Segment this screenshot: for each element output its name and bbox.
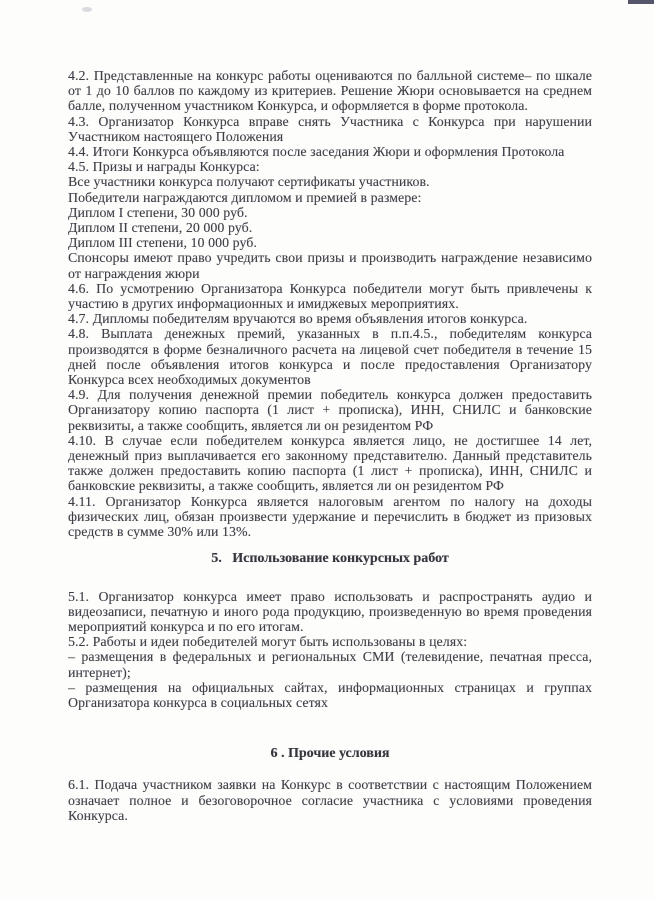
paragraph-4-11: 4.11. Организатор Конкурса является налоговым агентом по налогу на доходы физических лиц, обязан произвести удержание и перечислить в бюджет из призовых средств в сумме 30% или 13%. bbox=[68, 493, 592, 540]
paragraph-4-10: 4.10. В случае если победителем конкурса является лицо, не достигшее 14 лет, денежный приз выплачивается его законному представителю. Данный представитель также должен предоставить копию паспорта (1 лист + прописка), ИНН, СНИЛС и банковские реквизиты, а также сообщить, является ли он резидентом РФ bbox=[68, 432, 592, 494]
paragraph-diploma-3: Диплом III степени, 10 000 руб. bbox=[68, 235, 257, 251]
paragraph-4-9: 4.9. Для получения денежной премии победитель конкурса должен предоставить Организатору копию паспорта (1 лист + прописка), ИНН, СНИЛС и банковские реквизиты, а также сообщить, является ли он резидентом РФ bbox=[68, 387, 592, 433]
scan-corner-artifact bbox=[628, 0, 654, 4]
document-content bbox=[68, 68, 592, 823]
section-heading-5: 5. Использование конкурсных работ bbox=[211, 551, 449, 567]
paragraph-4-2: 4.2. Представленные на конкурс работы оцениваются по балльной системе– по шкале от 1 до 10 баллов по каждому из критериев. Решение Жюри основывается на среднем балле, полученном участником Конкурса, и оформляется в форме протокола. bbox=[68, 68, 592, 114]
paragraph-6-1: 6.1. Подача участником заявки на Конкурс в соответствии с настоящим Положением означает полное и безоговорочное согласие участника с условиями проведения Конкурса. bbox=[68, 777, 592, 823]
paragraph-4-4: 4.4. Итоги Конкурса объявляются после заседания Жюри и оформления Протокола bbox=[68, 144, 565, 160]
list-dash-item-sites: – размещения на официальных сайтах, информационных страницах и группах Организатора конкурса в социальных сетях bbox=[68, 679, 592, 710]
paragraph-diploma-2: Диплом II степени, 20 000 руб. bbox=[68, 220, 253, 236]
paragraph-sponsors: Спонсоры имеют право учредить свои призы и производить награждение независимо от награждения жюри bbox=[68, 250, 592, 281]
paragraph-4-8: 4.8. Выплата денежных премий, указанных в п.п.4.5., победителям конкурса производятся в форме безналичного расчета на лицевой счет победителя в течение 15 дней после объявления итогов конкурса и после предоставления Организатору Конкурса всех необходимых документов bbox=[68, 326, 592, 388]
paragraph-4-3: 4.3. Организатор Конкурса вправе снять Участника с Конкурса при нарушении Участником настоящего Положения bbox=[68, 113, 592, 144]
section-heading-6: 6 . Прочие условия bbox=[270, 746, 390, 762]
paragraph-participants-certificates: Все участники конкурса получают сертификаты участников. bbox=[68, 174, 430, 190]
scan-speck-artifact bbox=[82, 7, 92, 12]
paragraph-5-1: 5.1. Организатор конкурса имеет право использовать и распространять аудио и видеозаписи, печатную и иного рода продукцию, произведенную во время проведения мероприятий конкурса и по его итогам. bbox=[68, 588, 592, 634]
paragraph-5-2: 5.2. Работы и идеи победителей могут быть использованы в целях: bbox=[68, 634, 468, 650]
paragraph-4-7: 4.7. Дипломы победителям вручаются во время объявления итогов конкурса. bbox=[68, 311, 528, 327]
list-dash-item-media: – размещения в федеральных и региональных СМИ (телевидение, печатная пресса, интернет); bbox=[68, 649, 592, 680]
paragraph-diploma-1: Диплом I степени, 30 000 руб. bbox=[68, 204, 248, 220]
paragraph-winners-awards: Победители награждаются дипломом и премией в размере: bbox=[68, 189, 422, 205]
paragraph-4-6: 4.6. По усмотрению Организатора Конкурса победители могут быть привлечены к участию в других информационных и имиджевых мероприятиях. bbox=[68, 280, 592, 312]
paragraph-4-5: 4.5. Призы и награды Конкурса: bbox=[68, 159, 260, 175]
